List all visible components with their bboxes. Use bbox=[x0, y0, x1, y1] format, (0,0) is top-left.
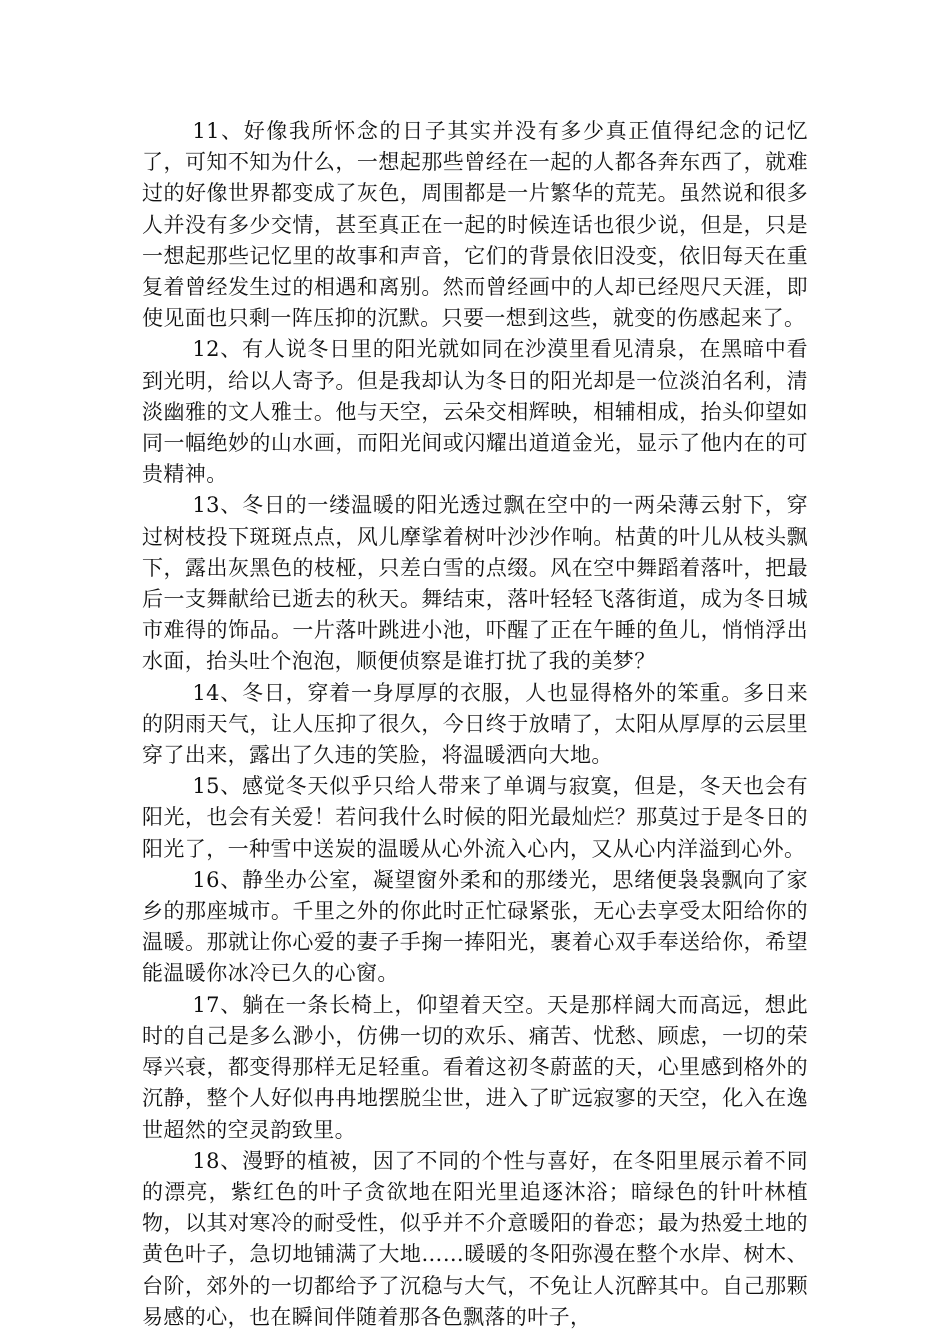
document-body bbox=[142, 116, 808, 1333]
paragraph-12: 12、有人说冬日里的阳光就如同在沙漠里看见清泉，在黑暗中看到光明，给以人寄予。但是我却认为冬日的阳光却是一位淡泊名利，清淡幽雅的文人雅士。他与天空，云朵交相辉映，相辅相成，抬头仰望如同一幅绝妙的山水画，而阳光间或闪耀出道道金光，显示了他内在的可贵精神。 bbox=[142, 337, 808, 487]
paragraph-15: 15、感觉冬天似乎只给人带来了单调与寂寞，但是，冬天也会有阳光，也会有关爱！若问我什么时候的阳光最灿烂？那莫过于是冬日的阳光了，一种雪中送炭的温暖从心外流入心内，又从心内洋溢到心外。 bbox=[142, 774, 808, 861]
paragraph-16: 16、静坐办公室，凝望窗外柔和的那缕光，思绪便袅袅飘向了家乡的那座城市。千里之外的你此时正忙碌紧张，无心去享受太阳给你的温暖。那就让你心爱的妻子手掬一捧阳光，裹着心双手奉送给你，希望能温暖你冰冷已久的心窗。 bbox=[142, 867, 808, 986]
paragraph-18: 18、漫野的植被，因了不同的个性与喜好，在冬阳里展示着不同的漂亮，紫红色的叶子贪欲地在阳光里追逐沐浴；暗绿色的针叶林植物，以其对寒冷的耐受性，似乎并不介意暖阳的眷恋；最为热爱土地的黄色叶子，急切地铺满了大地……暖暖的冬阳弥漫在整个水岸、树木、台阶，郊外的一切都给予了沉稳与大气，不免让人沉醉其中。自己那颗易感的心，也在瞬间伴随着那各色飘落的叶子， bbox=[142, 1148, 808, 1329]
paragraph-11: 11、好像我所怀念的日子其实并没有多少真正值得纪念的记忆了，可知不知为什么，一想起那些曾经在一起的人都各奔东西了，就难过的好像世界都变成了灰色，周围都是一片繁华的荒芜。虽然说和很多人并没有多少交情，甚至真正在一起的时候连话也很少说，但是，只是一想起那些记忆里的故事和声音，它们的背景依旧没变，依旧每天在重复着曾经发生过的相遇和离别。然而曾经画中的人却已经咫尺天涯，即使见面也只剩一阵压抑的沉默。只要一想到这些，就变的伤感起来了。 bbox=[142, 119, 808, 331]
paragraph-13: 13、冬日的一缕温暖的阳光透过飘在空中的一两朵薄云射下，穿过树枝投下斑斑点点，风儿摩挲着树叶沙沙作响。枯黄的叶儿从枝头飘下，露出灰黑色的枝桠，只差白雪的点缀。风在空中舞蹈着落叶，把最后一支舞献给已逝去的秋天。舞结束，落叶轻轻飞落街道，成为冬日城市难得的饰品。一片落叶跳进小池，吓醒了正在午睡的鱼儿，悄悄浮出水面，抬头吐个泡泡，顺便侦察是谁打扰了我的美梦？ bbox=[142, 493, 808, 674]
paragraph-14: 14、冬日，穿着一身厚厚的衣服，人也显得格外的笨重。多日来的阴雨天气，让人压抑了很久，今日终于放晴了，太阳从厚厚的云层里穿了出来，露出了久违的笑脸，将温暖洒向大地。 bbox=[142, 680, 808, 768]
paragraph-17: 17、躺在一条长椅上，仰望着天空。天是那样阔大而高远，想此时的自己是多么渺小，仿佛一切的欢乐、痛苦、忧愁、顾虑，一切的荣辱兴衰，都变得那样无足轻重。看着这初冬蔚蓝的天，心里感到格外的沉静，整个人好似冉冉地摆脱尘世，进入了旷远寂寥的天空，化入在逸世超然的空灵韵致里。 bbox=[142, 992, 808, 1142]
